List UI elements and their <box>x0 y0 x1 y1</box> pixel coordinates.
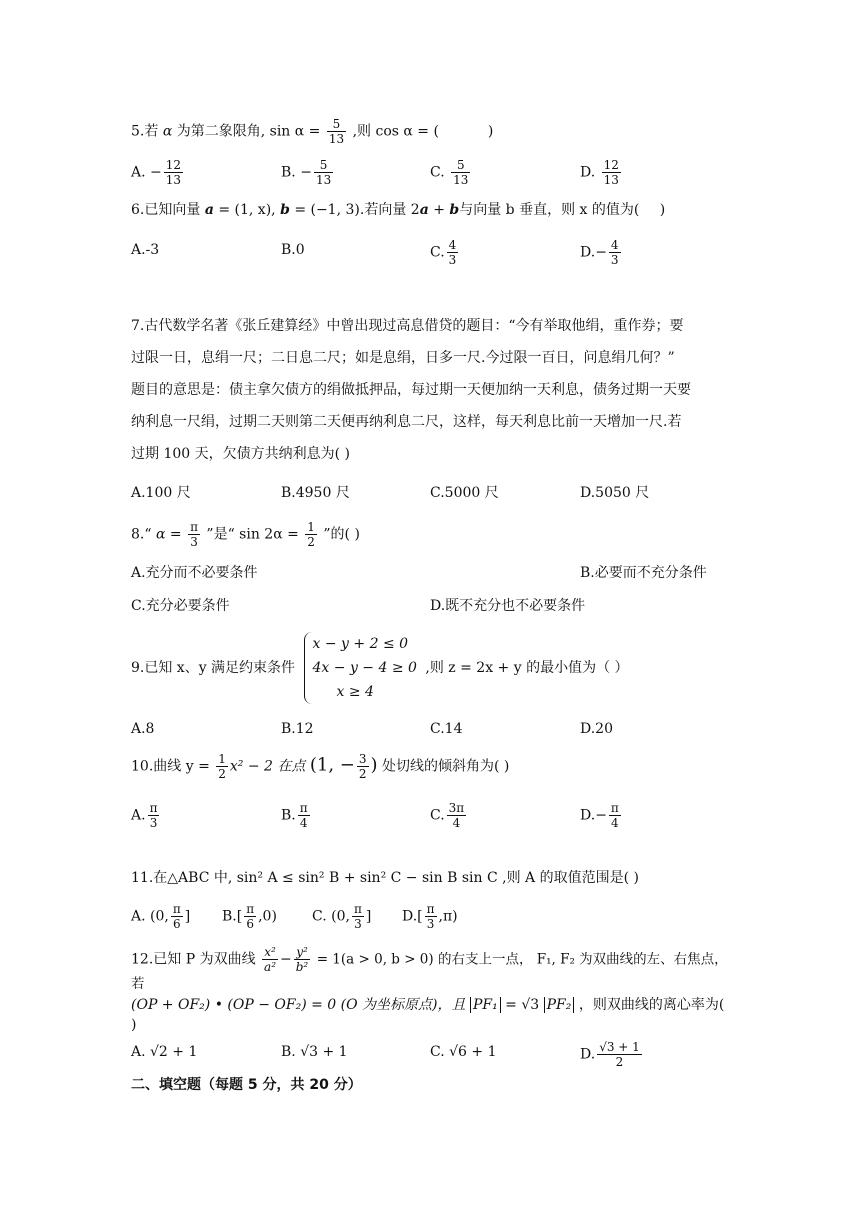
q5-d-den: 13 <box>603 173 619 187</box>
q5-options <box>131 158 729 187</box>
q5-a-num: 12 <box>165 158 182 172</box>
q10-a-den: 3 <box>149 816 158 830</box>
q10-b-num: π <box>299 801 308 815</box>
question-6 <box>131 200 729 220</box>
q11-d-label: D.[ <box>402 908 423 925</box>
q6-options <box>131 238 729 267</box>
q11-option-a <box>131 902 190 931</box>
q6-d-num: 4 <box>610 238 619 252</box>
q5-d-label: D. <box>580 164 596 181</box>
q11-a-den: 6 <box>172 917 181 931</box>
q11-b-label: B.[ <box>222 908 243 925</box>
q12-line-1-rest: = 1(a > 0, b > 0) 的右支上一点， F₁, F₂ 为双曲线的左、右焦点，若 <box>131 951 728 992</box>
q11-b-den: 6 <box>246 917 254 931</box>
q5-close: ) <box>487 123 494 140</box>
q9-option-d: D.20 <box>580 721 613 737</box>
q11-a-frac <box>171 902 183 931</box>
q9-option-a: A.8 <box>131 721 155 737</box>
q6-d-den: 3 <box>610 253 619 267</box>
q5-option-a <box>131 158 185 187</box>
question-9 <box>131 632 729 704</box>
q8-prefix: 8.“ <box>131 526 152 543</box>
q6-d-sign: − <box>595 244 607 261</box>
q5-b-label: B. <box>281 164 296 181</box>
q5-a-frac <box>164 158 183 187</box>
question-12-line-1 <box>131 945 729 994</box>
q12-option-b: B. √3 + 1 <box>281 1044 348 1060</box>
q12-minus: − <box>280 951 292 968</box>
q7-option-a: A.100 尺 <box>131 485 191 501</box>
q10-option-b <box>281 801 312 830</box>
q6-vec-b: b <box>280 202 290 218</box>
q12-prefix: 12.已知 P 为双曲线 <box>131 951 256 968</box>
q11-text: 11.在△ABC 中, sin² A ≤ sin² B + sin² C − sin B sin C ,则 A 的取值范围是( ) <box>131 870 639 886</box>
q6-d-label: D. <box>580 244 596 261</box>
q5-suffix: ,则 cos α = ( <box>352 123 439 140</box>
q6-a-label: A.-3 <box>131 242 160 258</box>
q8-option-a: A.充分而不必要条件 <box>131 565 258 581</box>
q10-c-num: 3π <box>448 801 465 815</box>
q7-option-b: B.4950 尺 <box>281 485 350 501</box>
q5-b-frac <box>314 158 333 187</box>
q5-c-num: 5 <box>451 158 470 173</box>
q5-c-label: C. <box>430 164 445 181</box>
q6-vec-a2: a <box>419 202 429 218</box>
q8-options-row2 <box>131 594 729 618</box>
q5-d-num: 12 <box>603 158 619 172</box>
q9-constraint-1: x − y + 2 ≤ 0 <box>312 636 409 652</box>
q7-line-3: 题目的意思是：债主拿欠债方的绢做抵押品，每过期一天便加纳一天利息，债务过期一天要 <box>131 382 691 398</box>
q7-line-5: 过期 100 天，欠债方共纳利息为( ) <box>131 446 350 462</box>
q8-b-frac <box>305 520 317 549</box>
q10-b-frac <box>298 801 310 830</box>
q6-c-den: 3 <box>448 253 457 267</box>
q8-option-b: B.必要而不充分条件 <box>580 565 707 581</box>
q9-option-b: B.12 <box>281 721 314 737</box>
q6-mid: .若向量 2 <box>359 202 420 218</box>
q12-options <box>131 1040 729 1069</box>
q10-prefix: 10.曲线 y = <box>131 758 210 775</box>
q12-option-d <box>580 1040 644 1069</box>
q7-option-d: D.5050 尺 <box>580 485 650 501</box>
q12-line-2-b: ，则双曲线的离心率为( ) <box>131 997 725 1033</box>
q10-a-label: A. <box>131 807 146 824</box>
q10-f-rest: x² − 2 在点 <box>229 758 306 775</box>
q11-c-label: C. (0, <box>312 908 350 925</box>
q5-b-sign: − <box>300 164 312 181</box>
q8-a-frac <box>188 520 200 549</box>
q12-y-num: y² <box>294 945 311 960</box>
q8-b-den: 2 <box>307 535 315 549</box>
q9-constraint-3: x ≥ 4 <box>336 684 374 700</box>
q5-a-sign: − <box>150 164 162 181</box>
q10-f-frac <box>216 752 228 781</box>
q7-line-1: 7.古代数学名著《张丘建算经》中曾出现过高息借贷的题目：“今有举取他绢，重作券；要 <box>131 318 684 334</box>
q10-d-den: 4 <box>611 816 619 830</box>
q5-option-d <box>580 158 623 187</box>
q12-d-den: 2 <box>615 1055 624 1069</box>
q9-constraint-system <box>304 632 417 704</box>
q8-a-den: 3 <box>190 535 198 549</box>
q5-a-den: 13 <box>165 173 182 187</box>
q10-c-den: 4 <box>452 816 461 830</box>
q6-c-frac <box>447 238 459 267</box>
q12-option-c: C. √6 + 1 <box>430 1044 497 1060</box>
q10-option-d <box>580 801 623 830</box>
q11-b-close: ,0) <box>258 908 277 925</box>
q11-a-close: ] <box>184 908 191 925</box>
question-11 <box>131 868 729 888</box>
q12-d-num: √3 + 1 <box>599 1040 640 1054</box>
q5-mid: 为第二象限角, <box>176 123 266 140</box>
q10-c-frac <box>447 801 467 830</box>
q5-c-den: 13 <box>453 173 469 187</box>
q10-d-label: D. <box>580 807 596 824</box>
q8-mid: ”是“ sin 2α = <box>206 526 299 543</box>
q5-sin: sin α = <box>269 123 321 140</box>
q6-d-frac <box>609 238 621 267</box>
question-7 <box>131 310 731 470</box>
q8-suffix: ”的( ) <box>323 526 360 543</box>
question-10 <box>131 752 729 781</box>
q10-pt-num: 3 <box>358 752 367 766</box>
q7-line-2: 过限一日，息绢一尺；二日息二尺；如是息绢，日多一尺.今过限一百日，问息绢几何？” <box>131 350 675 366</box>
q12-eq: = √3 <box>505 997 540 1013</box>
q12-d-frac <box>597 1040 642 1069</box>
q8-b-num: 1 <box>307 520 315 534</box>
q10-d-sign: − <box>595 807 607 824</box>
q12-x-num: x² <box>262 945 278 960</box>
q12-option-a: A. √2 + 1 <box>131 1044 198 1060</box>
q12-d-label: D. <box>580 1046 596 1063</box>
q12-x-frac <box>262 945 278 974</box>
q6-prefix: 6.已知向量 <box>131 202 201 218</box>
q6-option-b <box>281 238 305 262</box>
q11-c-den: 3 <box>354 917 362 931</box>
q9-suffix: ,则 z = 2x + y 的最小值为（ ） <box>425 660 629 676</box>
q11-options <box>131 902 729 931</box>
q5-var: α <box>162 123 173 140</box>
q11-a-num: π <box>172 902 181 916</box>
question-5 <box>131 117 729 146</box>
q5-c-frac <box>451 158 470 187</box>
q9-prefix: 9.已知 x、y 满足约束条件 <box>131 660 296 676</box>
q7-option-c: C.5000 尺 <box>430 485 499 501</box>
q10-d-num: π <box>610 801 619 815</box>
q10-b-label: B. <box>281 807 296 824</box>
q9-constraint-2: 4x − y − 4 ≥ 0 <box>312 660 417 676</box>
q12-pf1: PF₁ <box>470 997 501 1013</box>
q10-c-label: C. <box>430 807 445 824</box>
q8-a-num: π <box>190 520 198 534</box>
q12-line-2-a: (OP + OF₂) • (OP − OF₂) = 0 (O 为坐标原点)，且 <box>131 997 466 1013</box>
q10-suffix: 处切线的倾斜角为( ) <box>381 758 510 775</box>
q10-option-a <box>131 801 161 830</box>
q6-option-d <box>580 238 623 267</box>
q6-option-c <box>430 238 460 267</box>
q9-options <box>131 717 729 741</box>
q10-pt-den: 2 <box>358 767 367 781</box>
q11-d-den: 3 <box>426 917 435 931</box>
q11-option-d <box>402 902 458 931</box>
q10-point-open: (1, − <box>309 754 355 776</box>
section-title-fill-in: 二、填空题（每题 5 分，共 20 分） <box>131 1077 362 1093</box>
q12-y-frac <box>294 945 311 974</box>
q11-b-frac <box>244 902 256 931</box>
q11-b-num: π <box>246 902 255 916</box>
q6-plus: + <box>433 202 445 218</box>
q11-d-frac <box>425 902 437 931</box>
q10-f-num: 1 <box>218 752 226 766</box>
q6-vec-b2: b <box>449 202 460 218</box>
q5-a-label: A. <box>131 164 146 181</box>
q5-option-c <box>430 158 472 187</box>
q5-sin-num: 5 <box>327 117 346 132</box>
q7-line-4: 纳利息一尺绢，过期二天则第二天便再纳利息二尺，这样，每天利息比前一天增加一尺.若 <box>131 414 682 430</box>
q10-point-close: ) <box>370 754 378 776</box>
q6-vec-a: a <box>204 202 214 218</box>
q6-close: ) <box>659 202 666 218</box>
question-8 <box>131 520 729 549</box>
question-12-line-2 <box>131 995 729 1035</box>
q10-f-den: 2 <box>218 767 226 781</box>
q11-c-frac <box>352 902 364 931</box>
q6-option-a <box>131 238 159 262</box>
q8-option-c: C.充分必要条件 <box>131 598 230 614</box>
q5-b-den: 13 <box>315 173 332 187</box>
q10-option-c <box>430 801 468 830</box>
q6-mid2: 与向量 b 垂直，则 x 的值为( <box>459 202 640 218</box>
q10-pt-frac <box>357 752 369 781</box>
q6-eq-a: = (1, x), <box>218 202 276 218</box>
q9-option-c: C.14 <box>430 721 463 737</box>
q6-eq-b: = (−1, 3) <box>294 202 360 218</box>
q8-alpha: α = <box>155 526 182 543</box>
q11-option-b <box>222 902 277 931</box>
q6-c-num: 4 <box>448 238 457 252</box>
q6-c-label: C. <box>430 244 445 261</box>
q6-b-label: B.0 <box>281 242 305 258</box>
q12-pf2: PF₂ <box>544 997 575 1013</box>
q11-a-label: A. (0, <box>131 908 169 925</box>
q10-b-den: 4 <box>299 816 308 830</box>
q5-d-frac <box>602 158 621 187</box>
q10-a-frac <box>148 801 160 830</box>
q8-options-row1 <box>131 561 729 585</box>
q5-sin-fraction <box>327 117 346 146</box>
q5-sin-den: 13 <box>328 132 345 146</box>
q11-c-num: π <box>353 902 362 916</box>
q7-options <box>131 481 729 505</box>
q5-prefix: 5.若 <box>131 123 159 140</box>
q8-option-d: D.既不充分也不必要条件 <box>430 598 586 614</box>
q11-d-close: ,π) <box>438 908 458 925</box>
q11-d-num: π <box>426 902 435 916</box>
q10-d-frac <box>609 801 621 830</box>
q11-c-close: ] <box>365 908 372 925</box>
q10-a-num: π <box>149 801 158 815</box>
q12-x-den: a² <box>264 960 277 974</box>
q12-y-den: b² <box>295 960 309 974</box>
q5-option-b <box>281 158 335 187</box>
q10-options <box>131 801 729 830</box>
q11-option-c <box>312 902 371 931</box>
q5-b-num: 5 <box>314 158 333 173</box>
